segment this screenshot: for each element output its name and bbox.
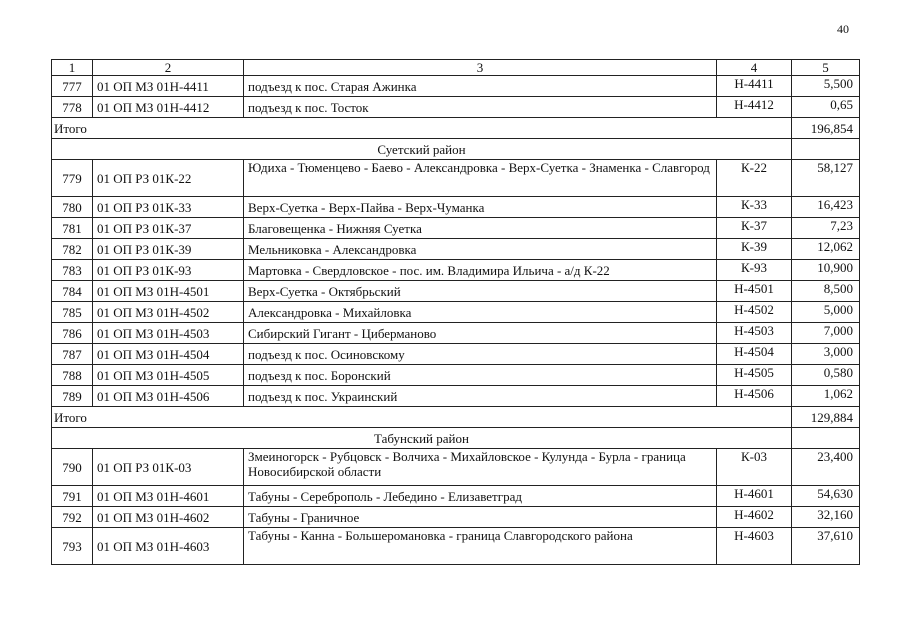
row-number: 779 (52, 160, 93, 197)
row-number: 789 (52, 386, 93, 407)
road-length: 58,127 (792, 160, 860, 197)
table-row (52, 239, 860, 260)
road-length: 32,160 (792, 507, 860, 528)
road-name: Благовещенка - Нижняя Суетка (244, 218, 717, 239)
table-row (52, 507, 860, 528)
road-length: 1,062 (792, 386, 860, 407)
road-length: 16,423 (792, 197, 860, 218)
road-index: К-37 (717, 218, 792, 239)
road-code: 01 ОП МЗ 01Н-4411 (93, 76, 244, 97)
road-length: 7,000 (792, 323, 860, 344)
total-value: 196,854 (792, 118, 860, 139)
road-code: 01 ОП РЗ 01К-39 (93, 239, 244, 260)
row-number: 790 (52, 449, 93, 486)
row-number: 788 (52, 365, 93, 386)
table-row (52, 97, 860, 118)
road-index: Н-4603 (717, 528, 792, 565)
road-index: К-33 (717, 197, 792, 218)
road-code: 01 ОП РЗ 01К-93 (93, 260, 244, 281)
road-length: 5,500 (792, 76, 860, 97)
road-index: К-22 (717, 160, 792, 197)
road-name: Мартовка - Свердловское - пос. им. Владимира Ильича - а/д К-22 (244, 260, 717, 281)
table-row (52, 365, 860, 386)
table-row (52, 197, 860, 218)
road-name: Мельниковка - Александровка (244, 239, 717, 260)
total-row (52, 118, 860, 139)
row-number: 792 (52, 507, 93, 528)
road-index: Н-4504 (717, 344, 792, 365)
table-row (52, 281, 860, 302)
header-cell: 2 (93, 60, 244, 76)
road-name: Верх-Суетка - Октябрьский (244, 281, 717, 302)
table-row (52, 76, 860, 97)
road-code: 01 ОП МЗ 01Н-4602 (93, 507, 244, 528)
road-code: 01 ОП МЗ 01Н-4412 (93, 97, 244, 118)
road-code: 01 ОП МЗ 01Н-4506 (93, 386, 244, 407)
road-code: 01 ОП МЗ 01Н-4504 (93, 344, 244, 365)
total-label: Итого (52, 118, 792, 139)
row-number: 777 (52, 76, 93, 97)
road-index: Н-4502 (717, 302, 792, 323)
section-empty-cell (792, 139, 860, 160)
road-code: 01 ОП МЗ 01Н-4603 (93, 528, 244, 565)
total-row (52, 407, 860, 428)
header-cell: 5 (792, 60, 860, 76)
row-number: 787 (52, 344, 93, 365)
road-name: Табуны - Канна - Большеромановка - граница Славгородского района (244, 528, 717, 565)
table-row (52, 160, 860, 197)
road-name: подъезд к пос. Осиновскому (244, 344, 717, 365)
total-label: Итого (52, 407, 792, 428)
road-length: 8,500 (792, 281, 860, 302)
road-index: Н-4411 (717, 76, 792, 97)
table-row (52, 528, 860, 565)
section-title: Табунский район (52, 428, 792, 449)
page-number: 40 (837, 22, 849, 36)
road-code: 01 ОП МЗ 01Н-4501 (93, 281, 244, 302)
road-index: К-93 (717, 260, 792, 281)
road-length: 0,580 (792, 365, 860, 386)
table-row (52, 344, 860, 365)
header-cell: 3 (244, 60, 717, 76)
roads-table (51, 59, 860, 565)
row-number: 783 (52, 260, 93, 281)
road-index: Н-4501 (717, 281, 792, 302)
section-title: Суетский район (52, 139, 792, 160)
road-index: Н-4412 (717, 97, 792, 118)
road-length: 54,630 (792, 486, 860, 507)
road-index: Н-4602 (717, 507, 792, 528)
section-row (52, 428, 860, 449)
row-number: 782 (52, 239, 93, 260)
table-row (52, 302, 860, 323)
row-number: 784 (52, 281, 93, 302)
road-name: подъезд к пос. Тосток (244, 97, 717, 118)
road-index: К-39 (717, 239, 792, 260)
row-number: 786 (52, 323, 93, 344)
road-length: 3,000 (792, 344, 860, 365)
road-length: 37,610 (792, 528, 860, 565)
table-row (52, 260, 860, 281)
road-code: 01 ОП МЗ 01Н-4505 (93, 365, 244, 386)
road-name: Табуны - Сереброполь - Лебедино - Елизаветград (244, 486, 717, 507)
table-row (52, 486, 860, 507)
row-number: 793 (52, 528, 93, 565)
row-number: 778 (52, 97, 93, 118)
header-cell: 1 (52, 60, 93, 76)
road-length: 0,65 (792, 97, 860, 118)
road-name: подъезд к пос. Украинский (244, 386, 717, 407)
row-number: 785 (52, 302, 93, 323)
table-row (52, 218, 860, 239)
road-name: Верх-Суетка - Верх-Пайва - Верх-Чуманка (244, 197, 717, 218)
road-length: 12,062 (792, 239, 860, 260)
road-name: Табуны - Граничное (244, 507, 717, 528)
row-number: 780 (52, 197, 93, 218)
table-row (52, 323, 860, 344)
road-code: 01 ОП МЗ 01Н-4503 (93, 323, 244, 344)
road-name: Сибирский Гигант - Циберманово (244, 323, 717, 344)
road-code: 01 ОП РЗ 01К-22 (93, 160, 244, 197)
table-row (52, 449, 860, 486)
section-empty-cell (792, 428, 860, 449)
road-name: Змеиногорск - Рубцовск - Волчиха - Михайловское - Кулунда - Бурла - граница Новосибирской области (244, 449, 717, 486)
section-row (52, 139, 860, 160)
road-name: Александровка - Михайловка (244, 302, 717, 323)
header-row (52, 60, 860, 76)
road-index: К-03 (717, 449, 792, 486)
header-cell: 4 (717, 60, 792, 76)
row-number: 791 (52, 486, 93, 507)
road-length: 23,400 (792, 449, 860, 486)
road-code: 01 ОП РЗ 01К-03 (93, 449, 244, 486)
row-number: 781 (52, 218, 93, 239)
road-length: 10,900 (792, 260, 860, 281)
table-row (52, 386, 860, 407)
road-code: 01 ОП МЗ 01Н-4502 (93, 302, 244, 323)
road-name: подъезд к пос. Боронский (244, 365, 717, 386)
road-index: Н-4506 (717, 386, 792, 407)
road-index: Н-4505 (717, 365, 792, 386)
road-length: 5,000 (792, 302, 860, 323)
road-name: подъезд к пос. Старая Ажинка (244, 76, 717, 97)
road-name: Юдиха - Тюменцево - Баево - Александровка - Верх-Суетка - Знаменка - Славгород (244, 160, 717, 197)
road-index: Н-4601 (717, 486, 792, 507)
road-index: Н-4503 (717, 323, 792, 344)
total-value: 129,884 (792, 407, 860, 428)
road-code: 01 ОП РЗ 01К-33 (93, 197, 244, 218)
road-code: 01 ОП РЗ 01К-37 (93, 218, 244, 239)
road-code: 01 ОП МЗ 01Н-4601 (93, 486, 244, 507)
road-length: 7,23 (792, 218, 860, 239)
